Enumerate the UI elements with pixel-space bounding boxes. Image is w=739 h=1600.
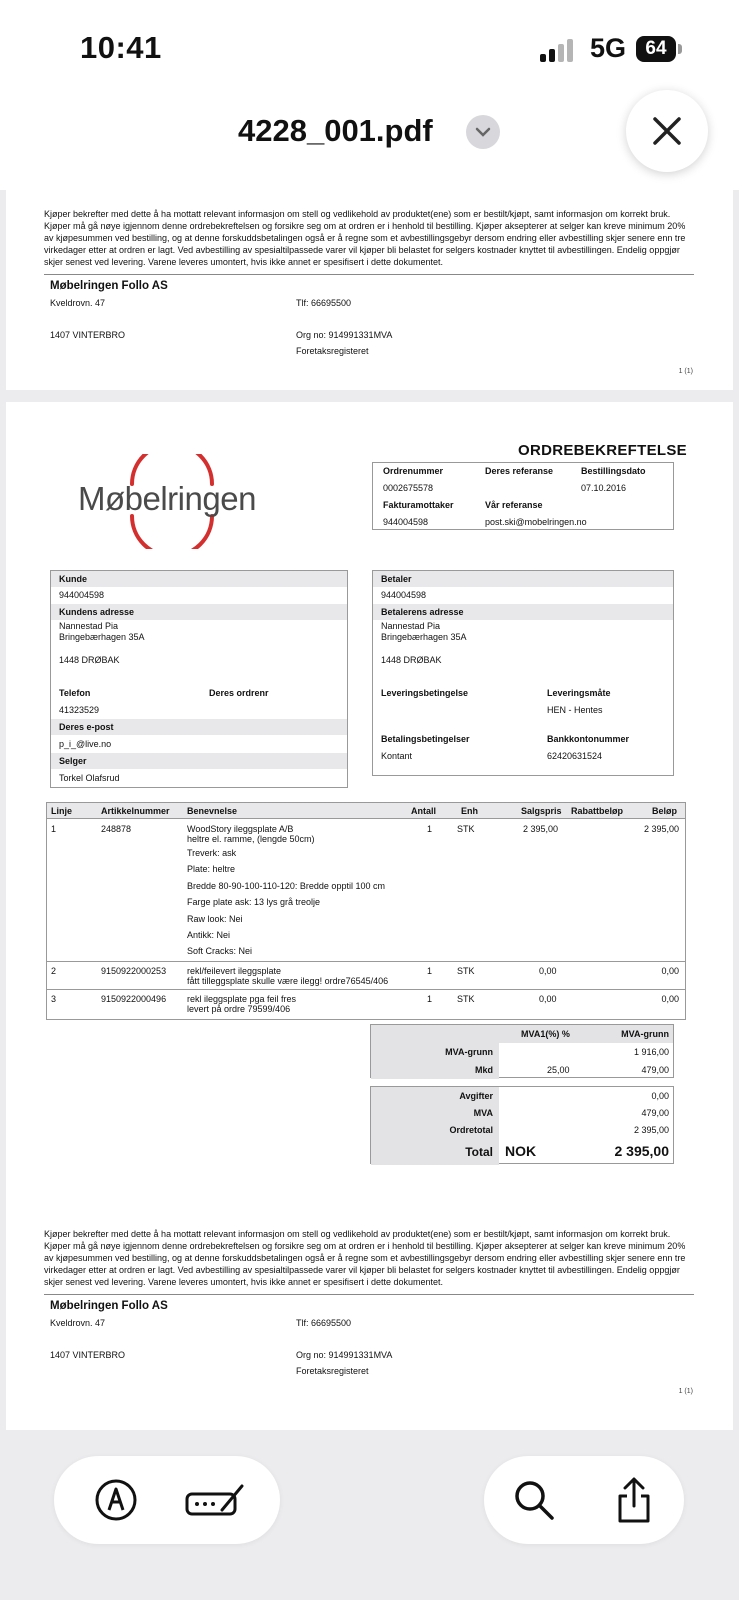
line-1-spec-4: Farge plate ask: 13 lys grå treolje — [187, 897, 321, 907]
search-button[interactable] — [494, 1456, 574, 1544]
order-number-label: Ordrenummer — [383, 466, 444, 476]
battery-level: 64 — [645, 38, 667, 59]
order-number: 0002675578 — [383, 483, 434, 493]
line-2-article: 9150922000253 — [101, 966, 167, 976]
line-1-spec-3: Bredde 80-90-100-110-120: Bredde opptil 100 cm — [187, 881, 385, 891]
mobelringen-logo — [70, 454, 270, 549]
line-1-desc-2: heltre el. ramme, (lengde 50cm) — [187, 834, 315, 844]
disclaimer-text: Kjøper bekrefter med dette å ha mottatt relevant informasjon om stell og vedlikehold av produktet(ene) som er bestilt/kjøpt, samt informasjon om korrekt bruk. Kjøper må gå nøye igjennom denne ordrebekreftelsen og forsikre seg om at ordren er i henhold til bestilling. Kjøper aksepterer at selger kan kreve minimum 20% av kjøpesummen ved bestilling, og at denne forskuddsbetalingen også er å regne som et avbestillingsgebyr dersom endring eller avbestilling skjer senere enn tre virkedager etter at ordren er lagt. Ved avbestilling av spesialtilpassede varer vil kjøper bli belastet for selgers kostnader knyttet til avbestillingen. Endelig oppgjør skjer senest ved levering. Varene leveres umontert, hvis ikke annet er spesifisert i dette dokumentet. — [44, 1229, 686, 1287]
customer-label: Kunde — [51, 571, 347, 587]
file-name[interactable]: 4228_001.pdf — [238, 113, 433, 148]
actions-toolbar-group — [484, 1456, 684, 1544]
page-number: 1 (1) — [678, 368, 693, 375]
total-currency: NOK — [505, 1143, 537, 1159]
close-button[interactable] — [626, 90, 708, 172]
line-3-desc-2: levert på ordre 79599/406 — [187, 1004, 291, 1014]
col-unit: Enh — [461, 806, 478, 816]
line-1-no: 1 — [51, 824, 57, 834]
footer-company: Møbelringen Follo AS — [50, 1300, 168, 1312]
line-1-spec-2: Plate: heltre — [187, 864, 236, 874]
payer-address-2: Bringebærhagen 35A — [381, 632, 467, 642]
vat-table — [370, 1024, 674, 1078]
payer-address-1: Nannestad Pia — [381, 621, 441, 631]
line-1-price: 2 395,00 — [523, 824, 559, 834]
vat-amount: 479,00 — [641, 1108, 669, 1118]
footer-divider — [44, 1294, 694, 1295]
bank-account: 62420631524 — [547, 751, 603, 761]
line-3-price: 0,00 — [539, 994, 557, 1004]
delivery-terms-label: Leveringsbetingelse — [381, 688, 469, 698]
their-order-no-label: Deres ordrenr — [209, 688, 269, 698]
line-2-qty: 1 — [427, 966, 433, 976]
line-2-amount: 0,00 — [661, 966, 679, 976]
line-1-amount: 2 395,00 — [643, 824, 679, 834]
document-title: ORDREBEKREFTELSE — [518, 442, 687, 459]
battery-icon — [636, 36, 676, 62]
payment-terms: Kontant — [381, 751, 413, 761]
share-icon — [614, 1476, 654, 1524]
footer-phone: Tlf: 66695500 — [296, 298, 352, 308]
customer-address-1: Nannestad Pia — [59, 621, 119, 631]
col-price: Salgspris — [521, 806, 562, 816]
vat-label: MVA — [473, 1108, 493, 1118]
markup-pen-icon — [93, 1477, 139, 1523]
invoice-recipient: 944004598 — [383, 517, 429, 527]
line-3-no: 3 — [51, 994, 57, 1004]
customer-address-label: Kundens adresse — [51, 604, 347, 620]
order-total: 2 395,00 — [633, 1125, 669, 1135]
row-divider — [47, 961, 685, 962]
line-2-unit: STK — [457, 966, 475, 976]
vat-row-1-label: MVA-grunn — [445, 1047, 493, 1057]
seller: Torkel Olafsrud — [59, 773, 120, 783]
footer-divider — [44, 274, 694, 275]
search-icon — [512, 1478, 556, 1522]
line-1-qty: 1 — [427, 824, 433, 834]
col-article: Artikkelnummer — [101, 806, 170, 816]
line-1-spec-5: Raw look: Nei — [187, 914, 243, 924]
line-2-price: 0,00 — [539, 966, 557, 976]
vat-row-2-label: Mkd — [475, 1065, 493, 1075]
footer-org: Org no: 914991331MVA — [296, 330, 393, 340]
payer-label: Betaler — [373, 571, 673, 587]
footer-org: Org no: 914991331MVA — [296, 1350, 393, 1360]
line-3-article: 9150922000496 — [101, 994, 167, 1004]
delivery-method-label: Leveringsmåte — [547, 688, 611, 698]
their-ref-label: Deres referanse — [485, 466, 554, 476]
footer-street: Kveldrovn. 47 — [50, 298, 106, 308]
signal-icon — [540, 38, 576, 62]
payer-address-3: 1448 DRØBAK — [381, 655, 442, 665]
close-icon — [649, 113, 685, 149]
footer-company: Møbelringen Follo AS — [50, 280, 168, 292]
order-date: 07.10.2016 — [581, 483, 627, 493]
fees: 0,00 — [651, 1091, 669, 1101]
line-1-desc: WoodStory ileggsplate A/B — [187, 824, 294, 834]
payer-address-label: Betalerens adresse — [373, 604, 673, 620]
footer-register: Foretaksregisteret — [296, 346, 369, 356]
pdf-page-previous — [6, 190, 733, 390]
vat-row-2-base: 479,00 — [641, 1065, 669, 1075]
order-info-box — [372, 462, 674, 530]
customer-number: 944004598 — [59, 590, 105, 600]
network-type: 5G — [590, 33, 627, 63]
line-3-amount: 0,00 — [661, 994, 679, 1004]
delivery-method: HEN - Hentes — [547, 705, 603, 715]
order-total-label: Ordretotal — [449, 1125, 493, 1135]
line-1-spec-1: Treverk: ask — [187, 848, 237, 858]
col-description: Benevnelse — [187, 806, 238, 816]
payer-number: 944004598 — [381, 590, 427, 600]
battery-cap — [678, 44, 682, 54]
line-2-desc: rekl/feilevert ileggsplate — [187, 966, 282, 976]
line-1-unit: STK — [457, 824, 475, 834]
footer-postal: 1407 VINTERBRO — [50, 1350, 126, 1360]
page-number: 1 (1) — [678, 1388, 693, 1395]
row-divider — [47, 989, 685, 990]
markup-toolbar-group — [54, 1456, 280, 1544]
vat-col-base: MVA-grunn — [621, 1029, 669, 1039]
invoice-recipient-label: Fakturamottaker — [383, 500, 454, 510]
line-1-spec-7: Soft Cracks: Nei — [187, 946, 253, 956]
status-time: 10:41 — [80, 30, 162, 65]
col-amount: Beløp — [651, 806, 677, 816]
fees-label: Avgifter — [459, 1091, 493, 1101]
grand-total: 2 395,00 — [614, 1143, 669, 1159]
signature-icon — [184, 1480, 248, 1520]
viewer-title-bar — [0, 95, 739, 190]
bottom-toolbar — [0, 1430, 739, 1600]
email-label: Deres e-post — [51, 719, 347, 735]
col-discount: Rabattbeløp — [571, 806, 624, 816]
order-lines-table — [46, 802, 686, 1020]
customer-address-2: Bringebærhagen 35A — [59, 632, 145, 642]
vat-row-2-rate: 25,00 — [547, 1065, 570, 1075]
our-ref-label: Vår referanse — [485, 500, 543, 510]
our-ref: post.ski@mobelringen.no — [485, 517, 587, 527]
total-label: Total — [465, 1145, 493, 1159]
footer-street: Kveldrovn. 47 — [50, 1318, 106, 1328]
vat-row-1-base: 1 916,00 — [633, 1047, 669, 1057]
phone: 41323529 — [59, 705, 100, 715]
seller-label: Selger — [51, 753, 347, 769]
line-1-spec-6: Antikk: Nei — [187, 930, 231, 940]
customer-box — [50, 570, 348, 788]
logo-wordmark: Møbelringen — [78, 480, 256, 517]
col-line: Linje — [51, 806, 73, 816]
bank-account-label: Bankkontonummer — [547, 734, 630, 744]
customer-address-3: 1448 DRØBAK — [59, 655, 120, 665]
line-2-desc-2: fått tilleggsplate skulle være ilegg! ordre76545/406 — [187, 976, 389, 986]
col-quantity: Antall — [411, 806, 437, 816]
file-menu-chevron-icon[interactable] — [466, 115, 500, 149]
order-date-label: Bestillingsdato — [581, 466, 646, 476]
line-3-desc: rekl ileggsplate pga feil fres — [187, 994, 297, 1004]
line-2-no: 2 — [51, 966, 57, 976]
footer-postal: 1407 VINTERBRO — [50, 330, 126, 340]
signature-button[interactable] — [176, 1456, 256, 1544]
line-1-article: 248878 — [101, 824, 132, 834]
line-3-unit: STK — [457, 994, 475, 1004]
vat-col-rate: MVA1(%) % — [521, 1029, 570, 1039]
markup-button[interactable] — [76, 1456, 156, 1544]
disclaimer-text: Kjøper bekrefter med dette å ha mottatt relevant informasjon om stell og vedlikehold av produktet(ene) som er bestilt/kjøpt, samt informasjon om korrekt bruk. Kjøper må gå nøye igjennom denne ordrebekreftelsen og forsikre seg om at ordren er i henhold til bestilling. Kjøper aksepterer at selger kan kreve minimum 20% av kjøpesummen ved bestilling, og at denne forskuddsbetalingen også er å regne som et avbestillingsgebyr dersom endring eller avbestilling skjer senere enn tre virkedager etter at ordren er lagt. Ved avbestilling av spesialtilpassede varer vil kjøper bli belastet for selgers kostnader knyttet til avbestillingen. Endelig oppgjør skjer senest ved levering. Varene leveres umontert, hvis ikke annet er spesifisert i dette dokumentet. — [44, 209, 686, 267]
totals-table — [370, 1086, 674, 1164]
footer-phone: Tlf: 66695500 — [296, 1318, 352, 1328]
footer-register: Foretaksregisteret — [296, 1366, 369, 1376]
payment-terms-label: Betalingsbetingelser — [381, 734, 470, 744]
status-bar — [0, 0, 739, 95]
phone-label: Telefon — [59, 688, 91, 698]
share-button[interactable] — [594, 1456, 674, 1544]
line-3-qty: 1 — [427, 994, 433, 1004]
pdf-page-order — [6, 402, 733, 1430]
payer-box — [372, 570, 674, 776]
email: p_i_@live.no — [59, 739, 112, 749]
